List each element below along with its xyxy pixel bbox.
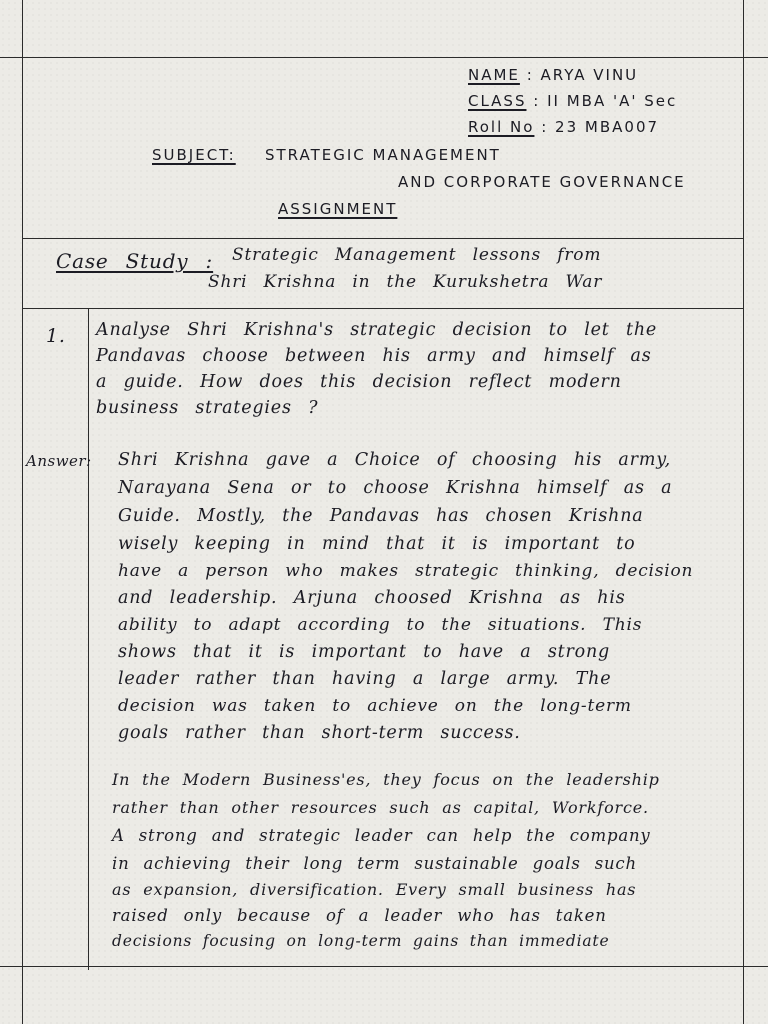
answer-para2-line-4: in achieving their long term sustainable goals such: [112, 854, 637, 873]
roll-value: 23 MBA007: [555, 118, 660, 136]
class-value: II MBA 'A' Sec: [547, 92, 678, 110]
subject-label: SUBJECT:: [152, 146, 236, 164]
answer-line-3: Guide. Mostly, the Pandavas has chosen Krishna: [118, 506, 644, 526]
answer-line-1: Shri Krishna gave a Choice of choosing his army,: [118, 450, 671, 470]
name-label: NAME: [468, 66, 520, 84]
top-rule: [0, 57, 768, 58]
answer-line-6: and leadership. Arjuna choosed Krishna as his: [118, 588, 626, 608]
answer-line-5: have a person who makes strategic thinking, decision: [118, 561, 694, 581]
answer-line-2: Narayana Sena or to choose Krishna himself as a: [118, 478, 673, 498]
answer-para2-line-6: raised only because of a leader who has taken: [112, 906, 607, 925]
bottom-rule: [0, 966, 768, 967]
roll-label: Roll No: [468, 118, 535, 136]
answer-line-8: shows that it is important to have a strong: [118, 642, 611, 662]
answer-line-4: wisely keeping in mind that it is important to: [118, 534, 636, 554]
roll-row: Roll No : 23 MBA007: [468, 118, 660, 136]
question-line-1: Analyse Shri Krishna's strategic decision to let the: [96, 320, 658, 340]
answer-para2-line-7: decisions focusing on long-term gains than immediate: [112, 932, 610, 950]
answer-line-9: leader rather than having a large army. The: [118, 669, 612, 689]
left-margin-rule: [22, 0, 23, 1024]
inner-margin-rule: [88, 308, 89, 970]
right-margin-rule: [743, 0, 744, 1024]
answer-line-7: ability to adapt according to the situations. This: [118, 615, 643, 635]
subject-line-2: AND CORPORATE GOVERNANCE: [398, 173, 686, 191]
question-line-4: business strategies ?: [96, 398, 319, 418]
name-row: NAME : ARYA VINU: [468, 66, 639, 84]
answer-line-10: decision was taken to achieve on the long-term: [118, 696, 632, 716]
question-number: 1.: [46, 325, 66, 347]
answer-para2-line-2: rather than other resources such as capital, Workforce.: [112, 798, 649, 817]
question-line-2: Pandavas choose between his army and himself as: [96, 346, 652, 366]
answer-para2-line-3: A strong and strategic leader can help the company: [112, 826, 651, 845]
answer-para2-line-5: as expansion, diversification. Every small business has: [112, 880, 637, 899]
answer-line-11: goals rather than short-term success.: [118, 723, 521, 743]
answer-label: Answer:: [26, 452, 92, 470]
question-line-3: a guide. How does this decision reflect modern: [96, 372, 622, 392]
assignment-heading: ASSIGNMENT: [278, 200, 398, 218]
section-rule-2: [22, 308, 743, 309]
subject-line-1: STRATEGIC MANAGEMENT: [265, 146, 501, 164]
class-row: CLASS : II MBA 'A' Sec: [468, 92, 678, 110]
name-value: ARYA VINU: [540, 66, 639, 84]
case-study-label: Case Study :: [56, 249, 214, 273]
case-study-line-1: Strategic Management lessons from: [232, 245, 602, 265]
section-rule-1: [22, 238, 743, 239]
answer-para2-line-1: In the Modern Business'es, they focus on the leadership: [112, 770, 660, 789]
case-study-line-2: Shri Krishna in the Kurukshetra War: [208, 272, 603, 292]
class-label: CLASS: [468, 92, 527, 110]
